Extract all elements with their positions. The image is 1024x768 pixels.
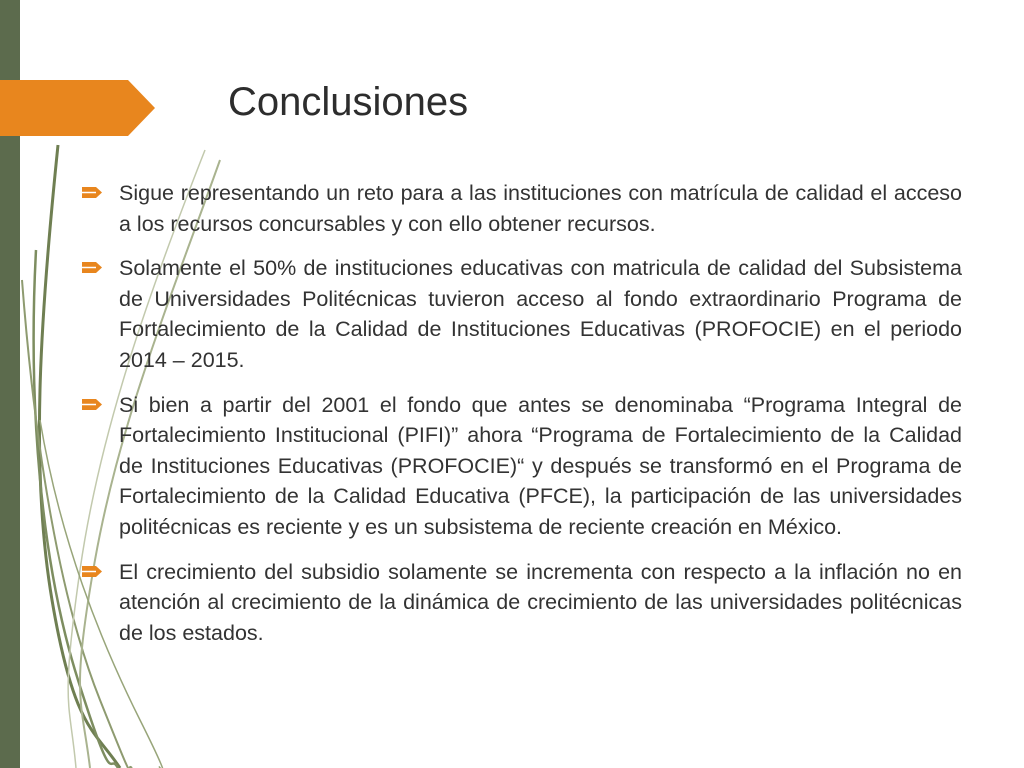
- title-arrow-shape: [0, 80, 155, 136]
- bullet-text: Si bien a partir del 2001 el fondo que antes se denominaba “Programa Integral de Fortalecimiento Institucional (PIFI)” ahora “Programa de Fortalecimiento de la Calidad de Instituciones Educativas (PROFOCIE)“ y después se transformó en el Programa de Fortalecimiento de la Calidad Educativa (PFCE), la participación de las universidades politécnicas es reciente y es un subsistema de reciente creación en México.: [119, 392, 962, 539]
- arrow-bullet-icon: [82, 566, 102, 577]
- bullet-item: [82, 253, 962, 375]
- bullet-item: [82, 390, 962, 543]
- slide-title: Conclusiones: [228, 80, 469, 124]
- bullet-text: Sigue representando un reto para a las instituciones con matrícula de calidad el acceso a los recursos concursables y con ello obtener recursos.: [119, 181, 962, 236]
- bullet-item: [82, 557, 962, 649]
- arrow-bullet-icon: [82, 187, 102, 198]
- arrow-bullet-icon: [82, 262, 102, 273]
- bullet-text: El crecimiento del subsidio solamente se incrementa con respecto a la inflación no en atención al crecimiento de la dinámica de crecimiento de las universidades politécnicas de los estados.: [119, 559, 962, 645]
- bullet-text: Solamente el 50% de instituciones educativas con matricula de calidad del Subsistema de Universidades Politécnicas tuvieron acceso al fondo extraordinario Programa de Fortalecimiento de la Calidad de Instituciones Educativas (PROFOCIE) en el periodo 2014 – 2015.: [119, 256, 962, 372]
- bullet-item: [82, 178, 962, 239]
- arrow-bullet-icon: [82, 399, 102, 410]
- bullet-list: [82, 178, 962, 662]
